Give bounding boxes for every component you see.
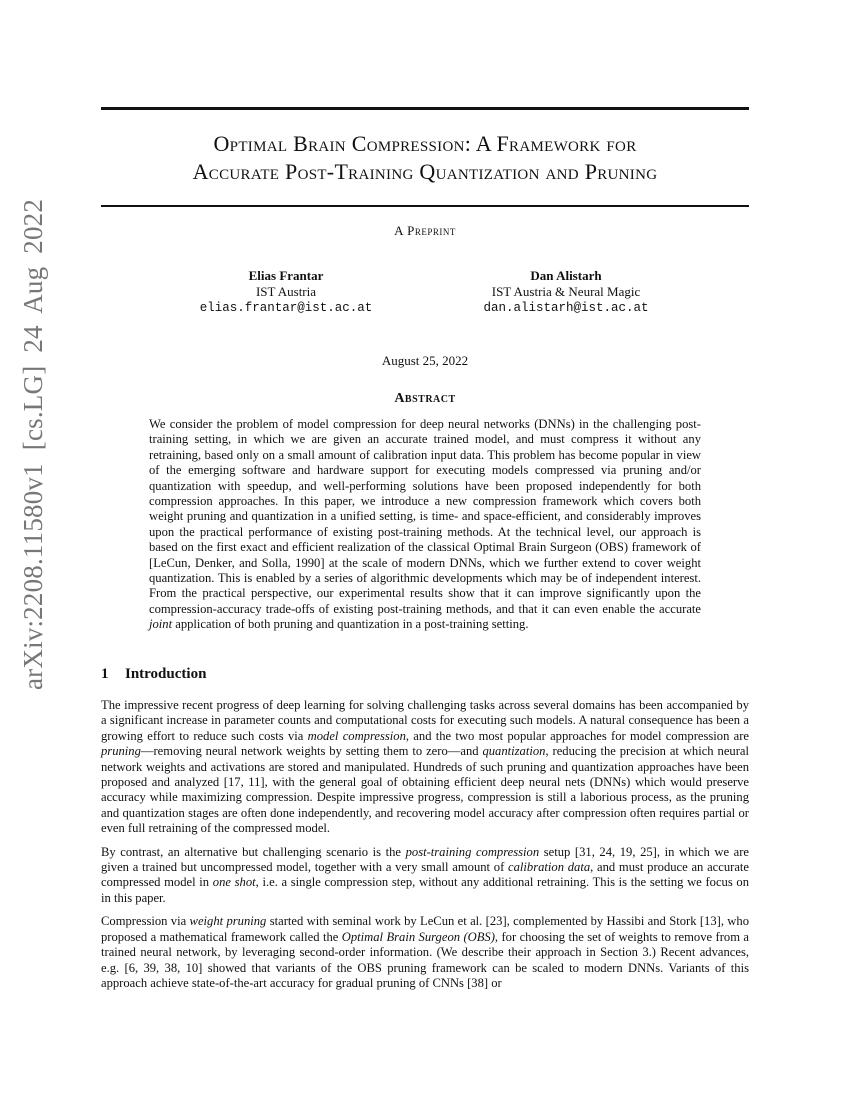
abstract-part: We consider the problem of model compression for deep neural networks (DNNs) in the challenging post-training setting, in which we are given an accurate trained model, and must compress it without any retraining, based only on a small amount of calibration input data. This problem has become popular in view of the emerging software and hardware support for executing models compressed via pruning and/or quantization with speedup, and well-performing solutions have been proposed independently for both compression approaches. In this paper, we introduce a new compression framework which covers both weight pruning and quantization in a unified setting, is time- and space-efficient, and considerably improves upon the practical performance of existing post-training methods. At the technical level, our approach is based on the first exact and efficient realization of the classical Optimal Brain Surgeon (OBS) framework of [LeCun, Denker, and Solla, 1990] at the scale of modern DNNs, which we further extend to cover weight quantization. This is enabled by a series of algorithmic developments which may be of independent interest. From the practical perspective, our experimental results show that it can improve significantly upon the compression-accuracy trade-offs of existing post-training methods, and that it can even enable the accurate <box>149 417 701 616</box>
author-name: Elias Frantar <box>248 268 324 283</box>
text-run: The impressive recent progress of deep learning for solving challenging tasks across several domains has been accompanied by a significant increase in parameter counts and computational costs for executing such models. A natural consequence has been a growing effort to reduce such costs via <box>101 698 749 743</box>
paragraph-1 <box>101 698 749 837</box>
author-block-2 <box>446 268 686 316</box>
paper-title <box>101 130 749 186</box>
title-rule-top <box>101 107 749 110</box>
section-title: Introduction <box>125 666 207 682</box>
title-line-2: Accurate Post-Training Quantization and Pruning <box>192 159 658 184</box>
emphasis: one shot <box>212 875 256 890</box>
text-run: Compression via <box>101 914 190 929</box>
abstract-emphasis: joint <box>149 617 173 632</box>
author-name: Dan Alistarh <box>530 268 602 283</box>
section-heading <box>101 666 206 683</box>
text-run: —removing neural network weights by setting them to zero—and <box>140 744 483 759</box>
text-run: By contrast, an alternative but challenging scenario is the <box>101 844 406 859</box>
emphasis: weight pruning <box>189 914 267 929</box>
emphasis: post-training compression <box>405 844 540 859</box>
paragraph-2 <box>101 845 749 907</box>
emphasis: Optimal Brain Surgeon (OBS) <box>341 929 495 944</box>
text-run: , reducing the precision at which neural network weights and activations are stored and manipulated. Hundreds of such pruning and quantization approaches have been proposed and analyzed [17, 11], with the general goal of obtaining efficient deep neural nets (DNNs) which would preserve accuracy while maximizing compression. Despite impressive progress, compression is still a laborious process, as the pruning and quantization stages are often done independently, and recovering model accuracy after compression often requires partial or even full retraining of the compressed model. <box>101 744 749 836</box>
abstract-text <box>149 417 701 633</box>
emphasis: quantization <box>482 744 546 759</box>
abstract-heading: Abstract <box>394 391 456 406</box>
paragraph-3 <box>101 914 749 991</box>
paper-date: August 25, 2022 <box>381 353 469 368</box>
text-run: , and the two most popular approaches for model compression are <box>405 728 750 743</box>
title-rule-bottom <box>101 205 749 207</box>
title-line-1: Optimal Brain Compression: A Framework for <box>213 131 637 156</box>
emphasis: pruning <box>101 744 141 759</box>
author-affiliation: IST Austria <box>255 284 317 299</box>
preprint-label: A Preprint <box>394 223 456 238</box>
section-number: 1 <box>101 666 109 682</box>
text-run: , and must produce an accurate compressed model in <box>101 860 750 890</box>
author-email[interactable]: elias.frantar@ist.ac.at <box>199 301 373 315</box>
section-body <box>101 698 749 999</box>
text-run: , i.e. a single compression step, without any additional retraining. This is the setting we focus on in this paper. <box>101 875 750 905</box>
emphasis: model compression <box>307 728 406 743</box>
text-run: , for choosing the set of weights to remove from a trained neural network, by leveraging second-order information. (We describe their approach in Section 3.) Recent advances, e.g. [6, 39, 38, 10] showed that variants of the OBS pruning framework can be scaled to modern DNNs. Variants of this approach achieve state-of-the-art accuracy for gradual pruning of CNNs [38] or <box>101 929 749 990</box>
author-affiliation: IST Austria & Neural Magic <box>491 284 641 299</box>
author-email[interactable]: dan.alistarh@ist.ac.at <box>483 301 649 315</box>
author-block-1 <box>166 268 406 316</box>
text-run: started with seminal work by LeCun et al. [23], complemented by Hassibi and Stork [13], who proposed a mathematical framework called the <box>101 914 749 944</box>
abstract-part: application of both pruning and quantization in a post-training setting. <box>172 617 529 632</box>
emphasis: calibration data <box>508 860 591 875</box>
arxiv-stamp: arXiv:2208.11580v1 [cs.LG] 24 Aug 2022 <box>18 198 48 690</box>
text-run: setup [31, 24, 19, 25], in which we are given a trained but uncompressed model, together with a very small amount of <box>101 844 749 875</box>
